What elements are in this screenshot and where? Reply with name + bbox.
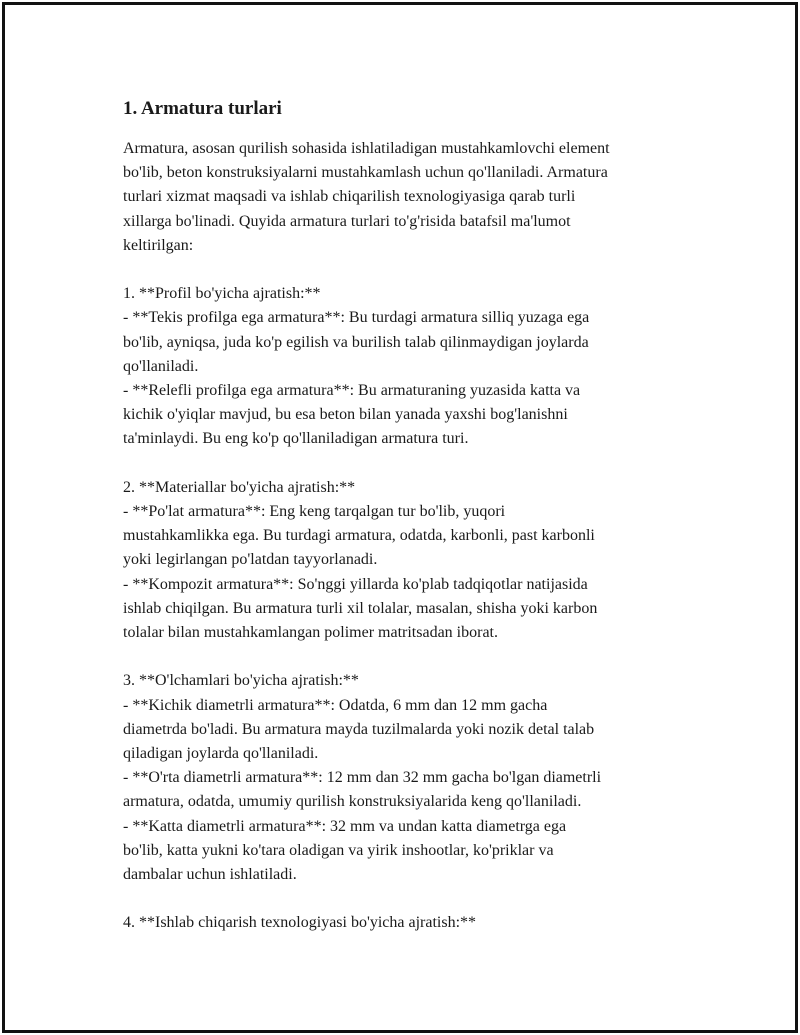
section-technology: 4. **Ishlab chiqarish texnologiyasi bo'yicha ajratish:** xyxy=(123,914,477,932)
document-content xyxy=(123,97,693,936)
intro-paragraph: Armatura, asosan qurilish sohasida ishlatiladigan mustahkamlovchi element bo'lib, beton konstruksiyalarni mustahkamlash uchun qo'llaniladi. Armatura turlari xizmat maqsadi va ishlab chiqarilish texnologiyasiga qarab turli xillarga bo'linadi. Quyida armatura turlari to'g'risida batafsil ma'lumot keltirilgan: xyxy=(123,140,610,254)
section-profile: 1. **Profil bo'yicha ajratish:** - **Tekis profilga ega armatura**: Bu turdagi armatura silliq yuzaga ega bo'lib, ayniqsa, juda ko'p egilish va burilish talab qilinmaydigan joylarda qo'llaniladi. - **Relefli profilga ega armatura**: Bu armaturaning yuzasida katta va kichik o'yiqlar mavjud, bu esa beton bilan yanada yaxshi bog'lanishni ta'minlaydi. Bu eng ko'p qo'llaniladigan armatura turi. xyxy=(123,285,590,448)
section-heading: 1. Armatura turlari xyxy=(123,98,282,119)
document-page xyxy=(2,2,798,1033)
section-dimensions: 3. **O'lchamlari bo'yicha ajratish:** - **Kichik diametrli armatura**: Odatda, 6 mm dan 12 mm gacha diametrda bo'ladi. Bu armatura mayda tuzilmalarda yoki nozik detal talab qiladigan joylarda qo'llaniladi. - **O'rta diametrli armatura**: 12 mm dan 32 mm gacha bo'lgan diametrli armatura, odatda, umumiy qurilish konstruksiyalarida keng qo'llaniladi. - **Katta diametrli armatura**: 32 mm va undan katta diametrga ega bo'lib, katta yukni ko'tara oladigan va yirik inshootlar, ko'priklar va dambalar uchun ishlatiladi. xyxy=(123,672,602,884)
section-materials: 2. **Materiallar bo'yicha ajratish:** - **Po'lat armatura**: Eng keng tarqalgan tur bo'lib, yuqori mustahkamlikka ega. Bu turdagi armatura, odatda, karbonli, past karbonli yoki legirlangan po'latdan tayyorlanadi. - **Kompozit armatura**: So'nggi yillarda ko'plab tadqiqotlar natijasida ishlab chiqilgan. Bu armatura turli xil tolalar, masalan, shisha yoki karbon tolalar bilan mustahkamlangan polimer matritsadan iborat. xyxy=(123,478,598,642)
